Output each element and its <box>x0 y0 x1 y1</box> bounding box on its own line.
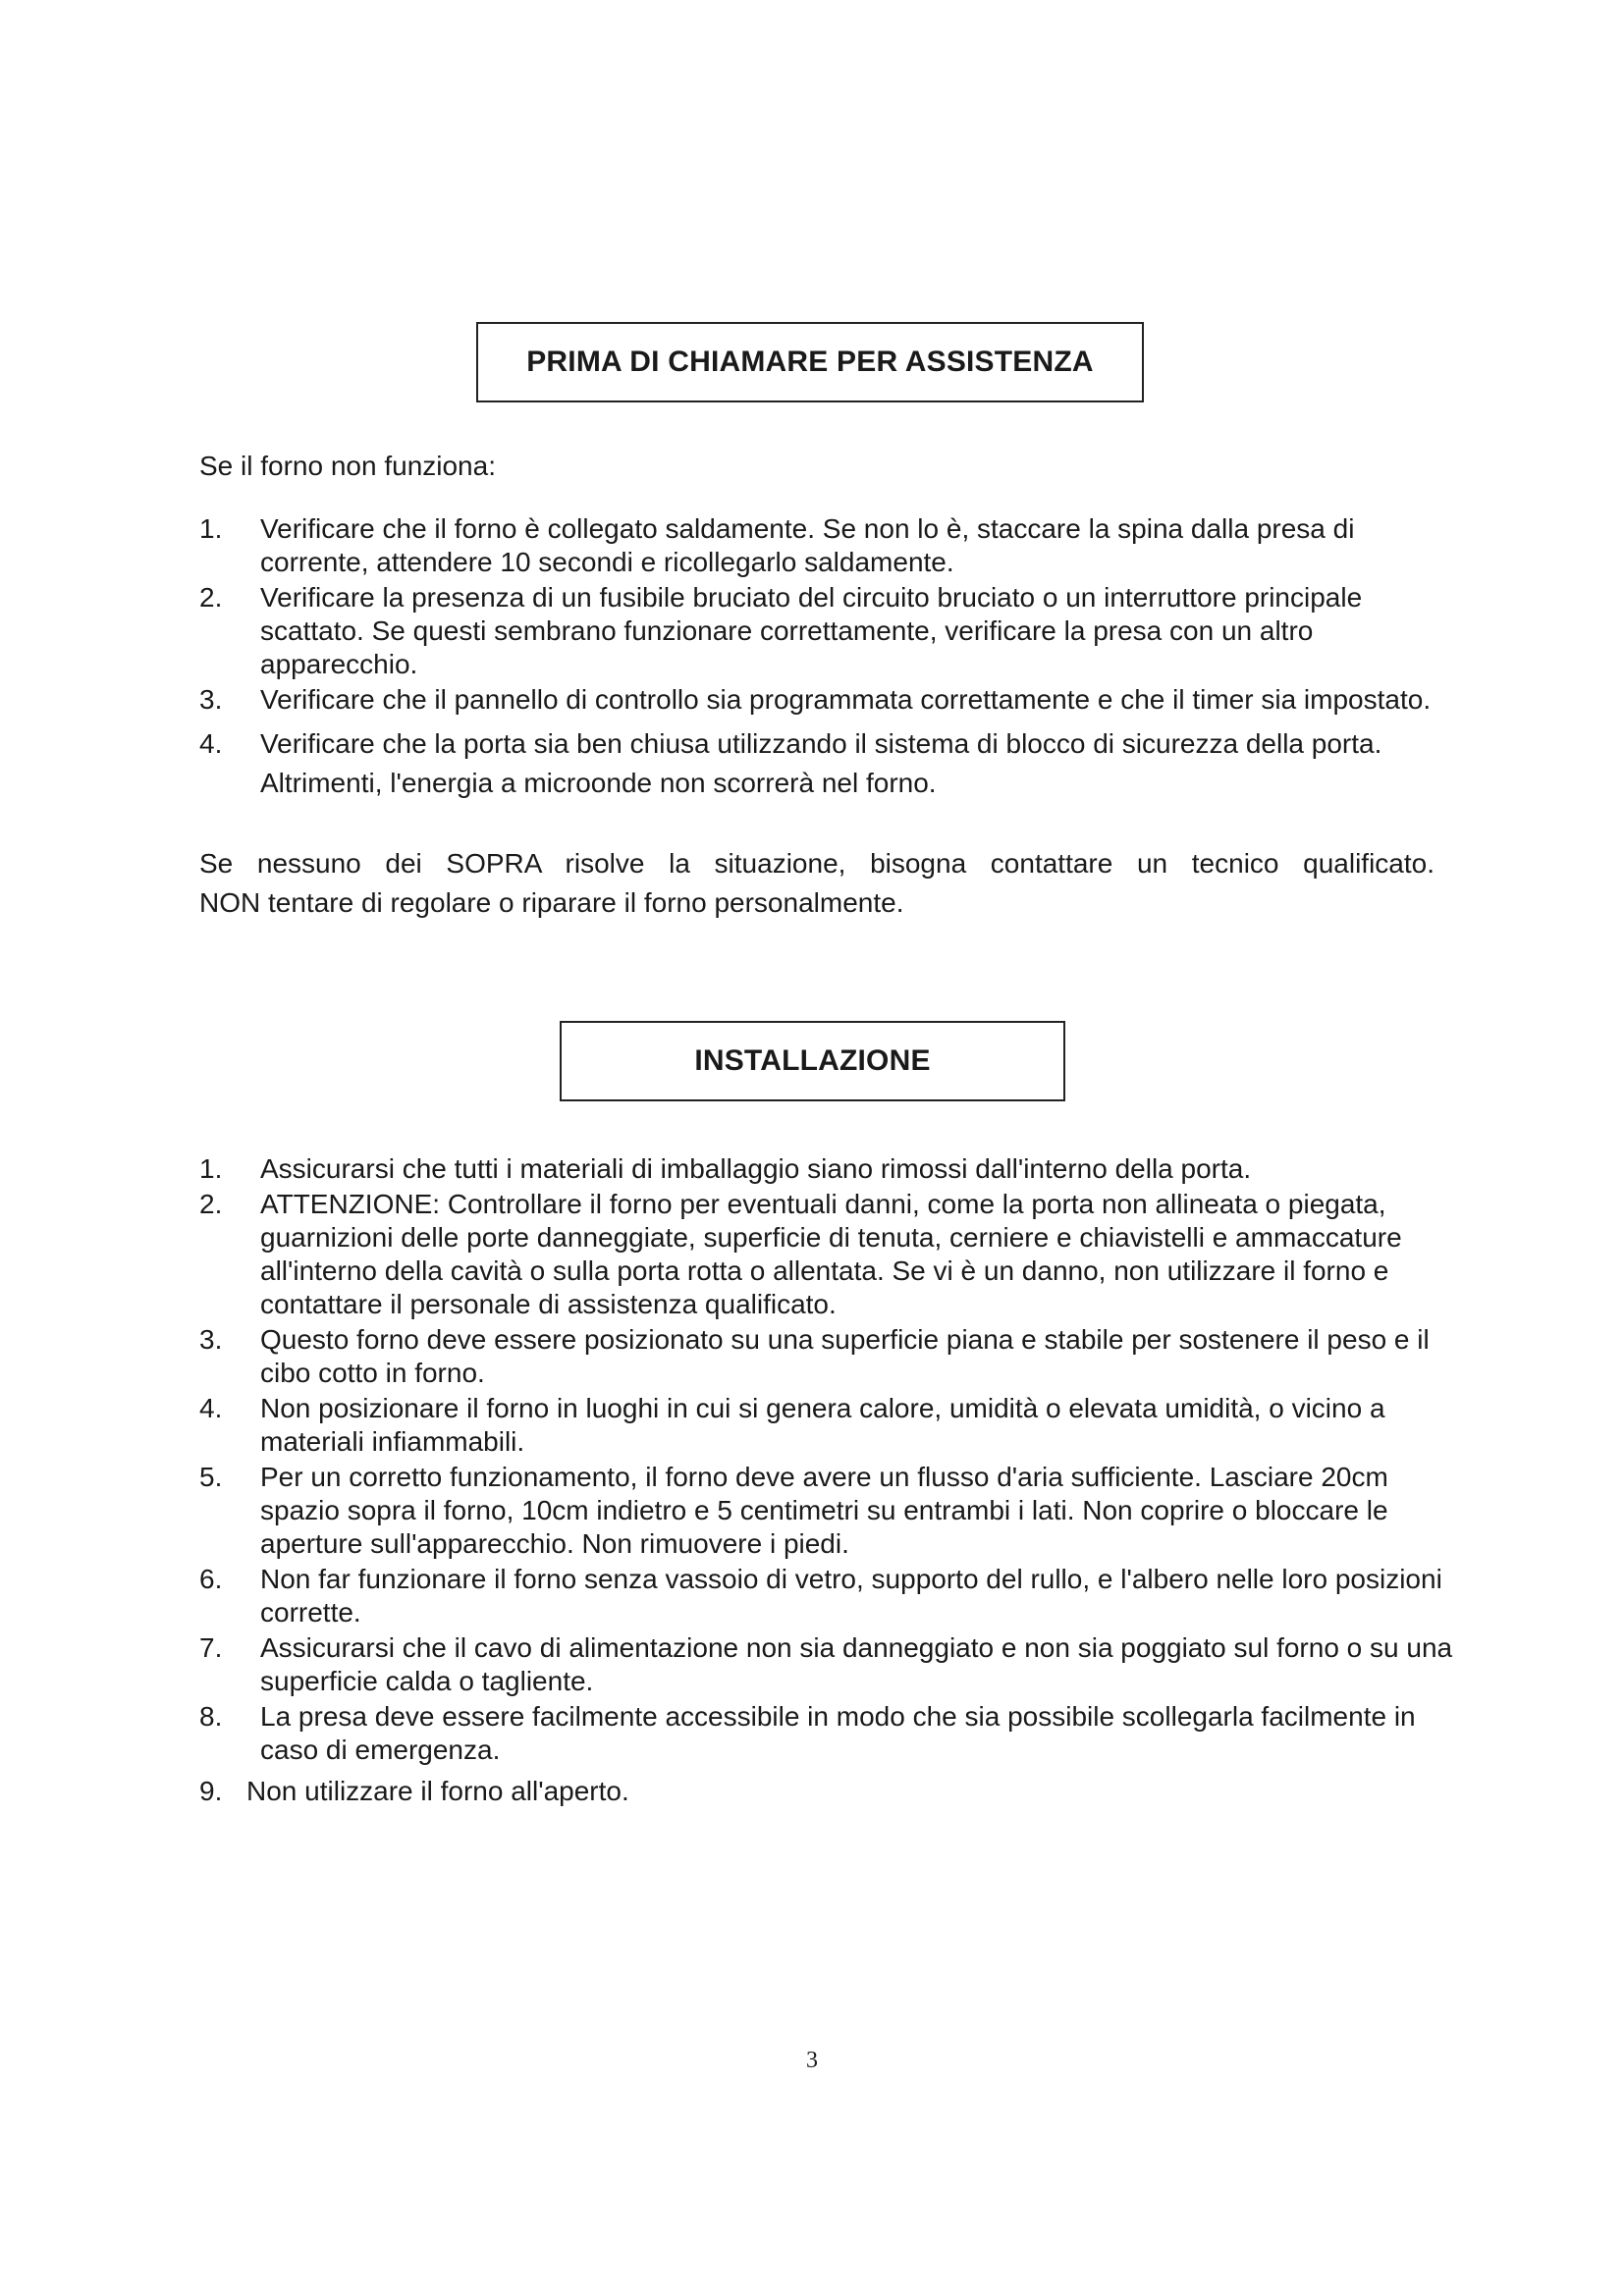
list-item <box>199 512 1456 579</box>
list-item <box>199 581 1456 681</box>
list-item-text: Verificare la presenza di un fusibile bruciato del circuito bruciato o un interruttore principale scattato. Se questi sembrano funzionare correttamente, verificare la presa con un altro apparecchio. <box>260 582 1363 679</box>
list-item <box>199 724 1456 803</box>
list-item-text: Non utilizzare il forno all'aperto. <box>246 1776 629 1806</box>
list-item-text: Per un corretto funzionamento, il forno deve avere un flusso d'aria sufficiente. Lasciare 20cm spazio sopra il forno, 10cm indietro e 5 centimetri su entrambi i lati. Non coprire o bloccare le aperture sull'apparecchio. Non rimuovere i piedi. <box>260 1462 1388 1559</box>
list-item <box>199 1700 1456 1767</box>
page-number: 3 <box>806 2048 818 2073</box>
intro-text: Se il forno non funziona: <box>199 451 496 481</box>
list-item-text: La presa deve essere facilmente accessibile in modo che sia possibile scollegarla facilmente in caso di emergenza. <box>260 1701 1416 1765</box>
list-item-text: ATTENZIONE: Controllare il forno per eventuali danni, come la porta non allineata o piegata, guarnizioni delle porte danneggiate, superficie di tenuta, cerniere e chiavistelli e ammaccature all'interno della cavità o sulla porta rotta o allentata. Se vi è un danno, non utilizzare il forno e contattare il personale di assistenza qualificato. <box>260 1189 1402 1319</box>
closing-paragraph <box>199 844 1435 923</box>
list-item <box>199 1323 1456 1390</box>
list-item-number: 5. <box>199 1462 223 1492</box>
list-item-number: 4. <box>199 728 223 759</box>
list-item <box>199 1461 1456 1561</box>
list-item-number: 6. <box>199 1564 223 1594</box>
list-item-number: 7. <box>199 1632 223 1663</box>
list-item-number: 8. <box>199 1701 223 1732</box>
section-title-installazione <box>560 1021 1065 1101</box>
list-item <box>199 1152 1456 1186</box>
list-item <box>199 1563 1456 1629</box>
list-item-number: 4. <box>199 1393 223 1423</box>
list-item-text: Assicurarsi che il cavo di alimentazione non sia danneggiato e non sia poggiato sul forno o su una superficie calda o tagliente. <box>260 1632 1453 1696</box>
closing-line-2: NON tentare di regolare o riparare il forno personalmente. <box>199 887 904 918</box>
list-item-text: Non far funzionare il forno senza vassoio di vetro, supporto del rullo, e l'albero nelle loro posizioni corrette. <box>260 1564 1442 1628</box>
section-title-installazione-text: INSTALLAZIONE <box>694 1044 931 1077</box>
list-item-number: 2. <box>199 1189 223 1219</box>
list-item-number: 2. <box>199 582 223 613</box>
list-item-text: Non posizionare il forno in luoghi in cui si genera calore, umidità o elevata umidità, o vicino a materiali infiammabili. <box>260 1393 1385 1457</box>
closing-line-1: Se nessuno dei SOPRA risolve la situazione, bisogna contattare un tecnico qualificato. <box>199 848 1435 879</box>
list-item <box>199 1631 1456 1698</box>
list-item-text: Questo forno deve essere posizionato su una superficie piana e stabile per sostenere il peso e il cibo cotto in forno. <box>260 1324 1430 1388</box>
list-item-text: Verificare che la porta sia ben chiusa utilizzando il sistema di blocco di sicurezza della porta. Altrimenti, l'energia a microonde non scorrerà nel forno. <box>260 728 1382 798</box>
section-title-assistenza-text: PRIMA DI CHIAMARE PER ASSISTENZA <box>526 346 1094 378</box>
list-item-text: Assicurarsi che tutti i materiali di imballaggio siano rimossi dall'interno della porta. <box>260 1153 1252 1184</box>
list-item <box>199 1188 1456 1321</box>
list-item-number: 1. <box>199 1153 223 1184</box>
assistenza-list <box>199 512 1456 803</box>
installazione-list <box>199 1152 1456 1810</box>
list-item-number: 9. <box>199 1776 223 1806</box>
list-item-number: 3. <box>199 1324 223 1355</box>
list-item <box>199 1392 1456 1459</box>
section-title-assistenza <box>476 322 1144 402</box>
list-item <box>199 683 1456 717</box>
list-item-number: 1. <box>199 513 223 544</box>
list-item-text: Verificare che il pannello di controllo sia programmata correttamente e che il timer sia impostato. <box>260 684 1432 715</box>
list-item <box>199 1775 1456 1808</box>
list-item-number: 3. <box>199 684 223 715</box>
list-item-text: Verificare che il forno è collegato saldamente. Se non lo è, staccare la spina dalla presa di corrente, attendere 10 secondi e ricollegarlo saldamente. <box>260 513 1355 577</box>
